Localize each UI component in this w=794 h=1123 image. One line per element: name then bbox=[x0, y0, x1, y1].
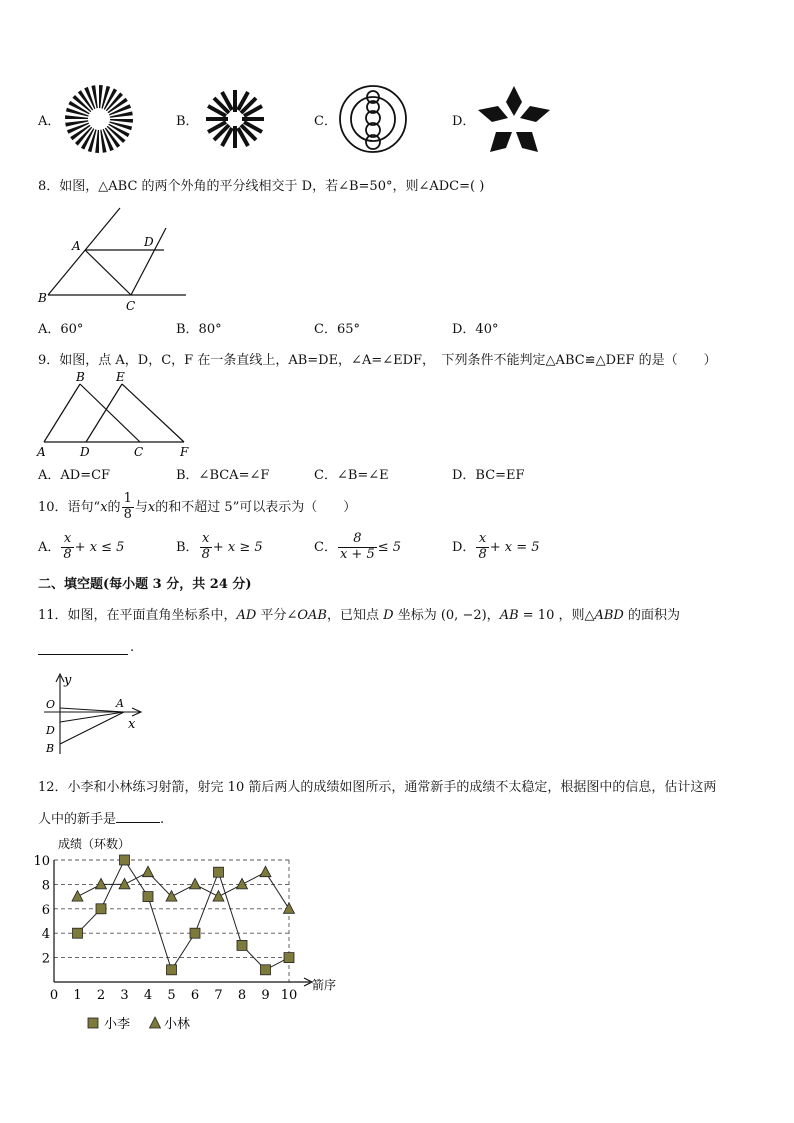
q11-stem-5: = 10 ，则△ bbox=[518, 608, 595, 623]
q9-geometry-figure bbox=[34, 370, 194, 460]
chart-x-tick-label: 7 bbox=[214, 988, 223, 1003]
chart-point-xiaolin bbox=[237, 878, 248, 889]
q10-stem-x1: x bbox=[100, 499, 108, 515]
q10-opt-c-den: x + 5 bbox=[339, 546, 375, 562]
q10-opt-b-num: x bbox=[200, 532, 212, 548]
chart-point-xiaoli bbox=[190, 928, 200, 938]
chart-y-tick-label: 6 bbox=[41, 902, 50, 918]
chart-ylabel: 成绩（环数） bbox=[58, 837, 131, 851]
q10-opt-d-label: D． bbox=[452, 539, 476, 555]
chart-x-tick-label: 9 bbox=[261, 988, 270, 1003]
q10-frac-num: 1 bbox=[123, 491, 132, 506]
q10-opt-a-den: 8 bbox=[63, 546, 72, 562]
chart-point-xiaoli bbox=[167, 965, 177, 975]
chart-legend bbox=[88, 1016, 190, 1032]
q10-stem-x2: x bbox=[147, 499, 156, 515]
chart-y-tick-label: 8 bbox=[41, 878, 50, 894]
q10-opt-a-label: A． bbox=[38, 539, 61, 555]
q11-stem-ab: AB bbox=[499, 608, 519, 623]
q10-stem-post: 的和不超过 5”可以表示为（ ） bbox=[155, 499, 357, 515]
q10-option-c bbox=[314, 532, 401, 563]
sunburst-ray bbox=[65, 120, 89, 127]
q8-stem: 8．如图，△ABC 的两个外角的平分线相交于 D，若∠B=50°，则∠ADC=( ) bbox=[38, 179, 485, 194]
legend-label-xiaolin: 小林 bbox=[164, 1017, 191, 1032]
q11-label-d: D bbox=[46, 724, 55, 737]
q10-opt-d-frac bbox=[476, 532, 488, 563]
q8-option-a: A．60° bbox=[38, 322, 84, 337]
q11-coordinate-figure bbox=[40, 670, 150, 758]
q11-label-b: B bbox=[46, 742, 55, 755]
chart-point-xiaoli bbox=[143, 892, 153, 902]
q10-opt-b-frac bbox=[200, 532, 212, 563]
q11-answer-blank[interactable] bbox=[38, 640, 128, 655]
q11-stem-6: 的面积为 bbox=[623, 608, 680, 623]
star-pattern-figure bbox=[202, 86, 268, 152]
q11-stem-2: 平分∠ bbox=[256, 608, 298, 623]
section-2-title: 二、填空题(每小题 3 分，共 24 分) bbox=[38, 577, 252, 592]
q9-label-c: C bbox=[134, 445, 144, 459]
q10-opt-a-tail: + x ≤ 5 bbox=[74, 539, 125, 555]
q9-option-c: C．∠B=∠E bbox=[314, 468, 389, 483]
q10-opt-d-den: 8 bbox=[478, 546, 487, 562]
chart-point-xiaoli bbox=[261, 965, 271, 975]
legend-label-xiaoli: 小李 bbox=[104, 1017, 131, 1032]
chart-x-tick-label: 2 bbox=[96, 988, 106, 1003]
chart-x-tick-label: 5 bbox=[167, 988, 176, 1003]
chart-point-xiaoli bbox=[214, 867, 224, 877]
q11-stem-abd: ABD bbox=[594, 608, 624, 623]
q7-option-d-label: D． bbox=[452, 114, 476, 129]
q12-stem-line2-text: 人中的新手是 bbox=[38, 812, 117, 827]
legend-triangle-marker bbox=[150, 1017, 161, 1028]
q8-option-b: B．80° bbox=[176, 322, 222, 337]
chart-point-xiaoli bbox=[73, 928, 83, 938]
q12-stem-line2 bbox=[38, 808, 164, 827]
q10-opt-c-tail: ≤ 5 bbox=[377, 539, 402, 555]
chart-x-tick-label: 4 bbox=[143, 988, 153, 1003]
q8-option-d: D．40° bbox=[452, 322, 499, 337]
legend-square-marker bbox=[88, 1018, 98, 1028]
chart-point-xiaoli bbox=[120, 855, 130, 865]
q10-opt-d-tail: + x = 5 bbox=[489, 539, 540, 555]
q12-score-chart bbox=[30, 836, 350, 1042]
chart-point-xiaolin bbox=[143, 866, 154, 877]
q10-stem-mid1: 的 bbox=[107, 499, 121, 515]
q10-frac-den: 8 bbox=[123, 506, 132, 522]
chart-point-xiaolin bbox=[213, 891, 224, 902]
q10-opt-b-tail: + x ≥ 5 bbox=[212, 539, 263, 555]
chart-y-tick-label: 10 bbox=[33, 854, 50, 869]
circles-figure bbox=[338, 84, 408, 154]
q11-label-o: O bbox=[46, 698, 56, 711]
q9-option-a: A．AD=CF bbox=[38, 468, 111, 483]
q10-opt-d-num: x bbox=[476, 532, 488, 548]
q11-label-x: x bbox=[128, 717, 136, 732]
q10-stem-mid2: 与 bbox=[134, 499, 148, 515]
chart-point-xiaoli bbox=[96, 904, 106, 914]
q8-geometry-figure bbox=[36, 204, 196, 316]
chart-x-tick-label: 1 bbox=[73, 988, 82, 1003]
q8-label-d: D bbox=[144, 235, 154, 249]
q10-stem bbox=[38, 492, 356, 523]
q9-label-b: B bbox=[76, 370, 85, 384]
q9-option-d: D．BC=EF bbox=[452, 468, 525, 483]
q12-stem-tail: . bbox=[160, 812, 165, 827]
q10-stem-fraction bbox=[122, 492, 134, 523]
chart-x-tick-label: 0 bbox=[49, 988, 59, 1003]
chart-x-tick-label: 3 bbox=[120, 988, 129, 1003]
q9-label-f: F bbox=[180, 445, 189, 459]
chart-point-xiaolin bbox=[119, 878, 130, 889]
q8-label-b: B bbox=[38, 291, 47, 305]
q8-label-c: C bbox=[126, 299, 136, 313]
chart-x-tick-label: 6 bbox=[190, 988, 200, 1003]
pentagon-flower-figure bbox=[476, 84, 552, 154]
q11-stem-4: 坐标为 (0, −2)， bbox=[393, 608, 500, 623]
q7-option-a-label: A． bbox=[38, 114, 61, 129]
q11-label-a: A bbox=[116, 697, 124, 710]
chart-point-xiaolin bbox=[190, 878, 201, 889]
chart-point-xiaoli bbox=[237, 940, 247, 950]
q11-stem-d: D bbox=[383, 608, 394, 623]
chart-x-tick-label: 10 bbox=[280, 988, 298, 1003]
q9-label-d: D bbox=[80, 445, 90, 459]
q10-option-d bbox=[452, 532, 540, 563]
q10-stem-pre: 10．语句“ bbox=[38, 499, 101, 515]
sunburst-ray bbox=[91, 85, 98, 109]
q10-opt-c-num: 8 bbox=[338, 532, 377, 548]
chart-y-tick-label: 4 bbox=[41, 927, 50, 943]
q9-option-b: B．∠BCA=∠F bbox=[176, 468, 270, 483]
q7-option-b-label: B． bbox=[176, 114, 199, 129]
q10-option-a bbox=[38, 532, 124, 563]
q10-opt-a-frac bbox=[61, 532, 73, 563]
chart-point-xiaolin bbox=[284, 903, 295, 914]
q10-opt-b-label: B． bbox=[176, 539, 199, 555]
q9-stem: 9．如图，点 A，D，C，F 在一条直线上，AB=DE，∠A=∠EDF， 下列条件不能判定△ABC≌△DEF 的是（ ） bbox=[38, 353, 717, 368]
chart-xlabel: 箭序 bbox=[312, 978, 337, 992]
q11-label-y: y bbox=[64, 673, 72, 688]
q11-stem bbox=[38, 604, 680, 623]
q11-stem-ad: AD bbox=[236, 608, 257, 623]
sunburst-figure bbox=[62, 84, 136, 154]
chart-series-line-2 bbox=[78, 872, 290, 909]
q11-stem-3: ，已知点 bbox=[327, 608, 384, 623]
sunburst-ray bbox=[109, 111, 133, 118]
q11-answer-tail: . bbox=[130, 640, 135, 655]
q10-option-b bbox=[176, 532, 263, 563]
q10-opt-a-num: x bbox=[61, 532, 73, 548]
q12-stem-line1: 12．小李和小林练习射箭，射完 10 箭后两人的成绩如图所示，通常新手的成绩不太稳定，根据图中的信息，估计这两 bbox=[38, 780, 717, 795]
chart-x-tick-label: 8 bbox=[237, 988, 247, 1003]
q10-opt-b-den: 8 bbox=[201, 546, 210, 562]
q11-stem-1: 11．如图，在平面直角坐标系中， bbox=[38, 608, 237, 623]
q8-label-a: A bbox=[72, 239, 81, 253]
chart-point-xiaolin bbox=[260, 866, 271, 877]
q7-option-c-label: C． bbox=[314, 114, 337, 129]
q10-opt-c-label: C． bbox=[314, 539, 337, 555]
q9-label-e: E bbox=[116, 370, 125, 384]
q9-label-a: A bbox=[37, 445, 46, 459]
chart-axes bbox=[54, 860, 312, 986]
sunburst-ray bbox=[100, 129, 107, 153]
chart-y-tick-label: 2 bbox=[41, 951, 50, 967]
q12-answer-blank[interactable] bbox=[116, 810, 160, 823]
q11-stem-oab: OAB bbox=[297, 608, 327, 623]
chart-point-xiaoli bbox=[284, 953, 294, 963]
q10-opt-c-frac bbox=[338, 532, 377, 563]
q8-option-c: C．65° bbox=[314, 322, 360, 337]
chart-point-xiaolin bbox=[72, 891, 83, 902]
chart-point-xiaolin bbox=[96, 878, 107, 889]
